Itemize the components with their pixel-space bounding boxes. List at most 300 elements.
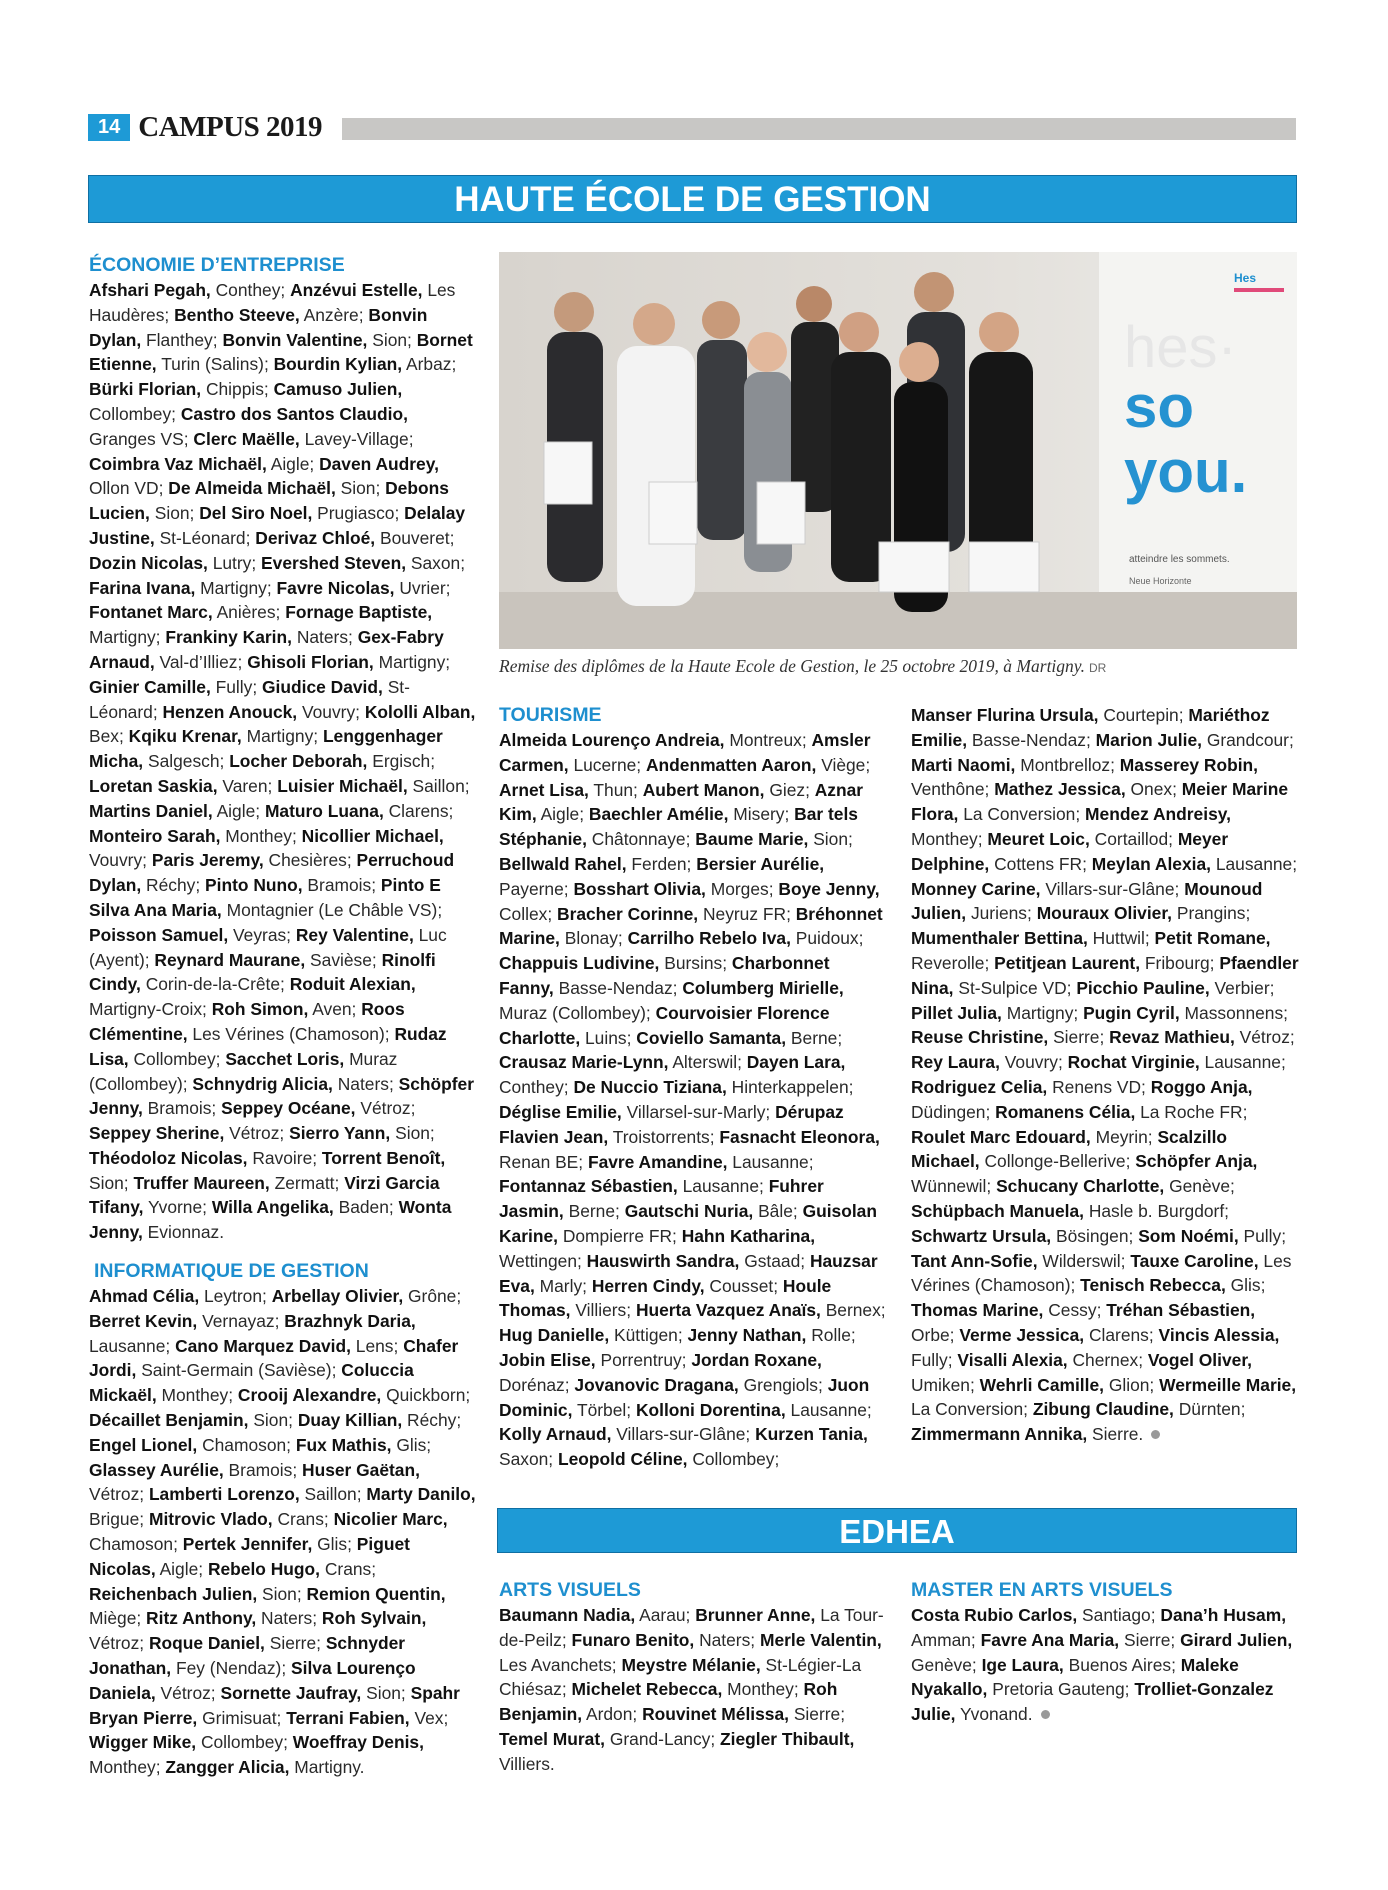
graduate-name: Petit Romane, xyxy=(1154,928,1271,949)
graduate-name: Fux Mathis, xyxy=(295,1434,392,1455)
graduate-name: Bonvin Valentine, xyxy=(222,329,368,350)
graduate-place: Luins; xyxy=(585,1027,632,1048)
graduate-name: Meyer Delphine, xyxy=(911,828,1229,874)
graduate-name: Reuse Christine, xyxy=(911,1027,1049,1048)
graduate-place: Collombey; xyxy=(200,1732,288,1753)
graduate-place: Clarens; xyxy=(1088,1324,1154,1345)
graduate-place: Santiago; xyxy=(1082,1605,1156,1625)
graduate-name: Théodoloz Nicolas, xyxy=(89,1147,248,1168)
graduate-place: Arbaz; xyxy=(406,354,457,375)
graduate-place: La Tour-de-Peilz; xyxy=(499,1605,884,1650)
graduate-name: Dérupaz Flavien Jean, xyxy=(499,1101,844,1147)
graduate-name: Henzen Anouck, xyxy=(162,701,298,722)
graduate-name: Wonta Jenny, xyxy=(89,1197,452,1243)
graduate-place: St-Léonard; xyxy=(159,527,251,548)
graduate-name: Guisolan Karine, xyxy=(499,1201,877,1246)
graduate-name: Schöpfer Anja, xyxy=(1135,1151,1258,1172)
graduate-place: Huttwil; xyxy=(1092,928,1150,949)
graduate-place: Les Vérines (Chamoson); xyxy=(911,1250,1292,1296)
graduate-name: Nicollier Michael, xyxy=(301,825,444,846)
graduate-name: Schnyder Jonathan, xyxy=(89,1633,406,1679)
graduate-place: Porrentruy; xyxy=(600,1349,687,1370)
graduate-place: Morges; xyxy=(710,878,774,899)
graduate-name: Pertek Jennifer, xyxy=(182,1534,313,1555)
graduate-name: Woeffray Denis, xyxy=(292,1732,424,1753)
graduate-place: Rolle; xyxy=(811,1325,856,1346)
graduate-name: Piguet Nicolas, xyxy=(89,1534,410,1579)
graduate-name: Tant Ann-Sofie, xyxy=(911,1250,1038,1271)
graduate-name: Meylan Alexia, xyxy=(1091,853,1211,874)
graduate-place: Collex; xyxy=(499,903,553,924)
graduate-name: Coluccia Mickaël, xyxy=(89,1360,414,1406)
graduate-place: Glion; xyxy=(1108,1374,1155,1395)
graduate-name: Tauxe Caroline, xyxy=(1130,1250,1259,1271)
graduate-place: Lutry; xyxy=(212,552,257,573)
graduate-name: Pillet Julia, xyxy=(911,1002,1002,1023)
graduate-place: Collombey; xyxy=(692,1449,780,1470)
graduate-place: Granges VS; xyxy=(89,428,189,449)
graduate-name: Bréhonnet Marine, xyxy=(499,903,883,949)
graduate-place: Crans; xyxy=(277,1509,329,1530)
heading-economie: ÉCONOMIE D’ENTREPRISE xyxy=(89,254,345,276)
graduate-place: Cortaillod; xyxy=(1094,828,1173,849)
graduate-place: Naters; xyxy=(699,1629,756,1650)
graduate-place: Onex; xyxy=(1130,779,1177,800)
graduate-name: Rudaz Lisa, xyxy=(89,1023,447,1069)
caption-text: Remise des diplômes de la Haute Ecole de Gestion, le 25 octobre 2019, à Martigny. xyxy=(499,656,1085,676)
graduate-name: Jovanovic Dragana, xyxy=(574,1374,739,1395)
graduate-name: Terrani Fabien, xyxy=(286,1707,410,1728)
graduate-name: Monteiro Sarah, xyxy=(89,825,221,846)
graduate-place: Fully; xyxy=(911,1349,953,1370)
graduate-place: Basse-Nendaz; xyxy=(971,729,1091,750)
graduate-name: Roduit Alexian, xyxy=(289,974,416,995)
graduate-name: Favre Ana Maria, xyxy=(980,1629,1120,1650)
heading-informatique: INFORMATIQUE DE GESTION xyxy=(94,1260,369,1283)
graduate-place: Miège; xyxy=(89,1608,142,1629)
graduate-place: Alterswil; xyxy=(672,1052,742,1073)
graduate-place: Giez; xyxy=(769,779,810,800)
graduate-name: Pugin Cyril, xyxy=(1083,1002,1180,1023)
graduate-name: Temel Murat, xyxy=(499,1728,605,1749)
graduate-place: Bex; xyxy=(89,726,124,747)
graduate-place: Ardon; xyxy=(585,1704,638,1725)
graduate-place: Ferden; xyxy=(631,853,692,874)
graduate-name: Bar tels Stéphanie, xyxy=(499,804,858,850)
graduate-name: Silva Lourenço Daniela, xyxy=(89,1658,416,1703)
graduate-place: Naters; xyxy=(261,1608,318,1629)
backdrop-slogan-1: hes· xyxy=(1124,315,1237,380)
graduate-name: Ahmad Célia, xyxy=(89,1286,200,1307)
graduate-place: Chesières; xyxy=(268,850,352,871)
graduate-name: Courvoisier Florence Charlotte, xyxy=(499,1002,830,1048)
graduate-name: Schüpbach Manuela, xyxy=(911,1200,1084,1221)
graduate-place: Saillon; xyxy=(412,775,470,796)
graduate-place: Yvonand. xyxy=(960,1704,1033,1725)
graduate-place: Grand-Lancy; xyxy=(609,1728,716,1749)
graduate-place: Monthey; xyxy=(911,828,983,849)
end-bullet xyxy=(1041,1710,1050,1719)
graduate-place: Thun; xyxy=(593,779,638,800)
graduate-name: Duay Killian, xyxy=(297,1410,403,1431)
graduate-name: De Nuccio Tiziana, xyxy=(573,1077,727,1098)
graduate-name: Roque Daniel, xyxy=(148,1633,265,1654)
graduate-name: Columberg Mirielle, xyxy=(682,977,844,998)
graduate-name: Revaz Mathieu, xyxy=(1109,1027,1235,1048)
graduate-place: Sierre; xyxy=(269,1633,321,1654)
graduate-name: Engel Lionel, xyxy=(89,1434,198,1455)
graduate-name: Zimmermann Annika, xyxy=(911,1424,1088,1445)
graduate-place: Leytron; xyxy=(204,1286,267,1307)
graduate-place: Flanthey; xyxy=(146,329,218,350)
graduate-place: Lausanne; xyxy=(732,1151,814,1172)
graduate-name: Michelet Rebecca, xyxy=(571,1679,723,1700)
graduate-place: Muraz (Collombey); xyxy=(89,1048,398,1094)
end-bullet xyxy=(1151,1430,1160,1439)
graduate-name: Rey Valentine, xyxy=(295,924,414,945)
graduate-name: Lamberti Lorenzo, xyxy=(148,1484,300,1505)
graduate-place: Renan BE; xyxy=(499,1151,584,1172)
graduate-name: Romanens Célia, xyxy=(995,1101,1136,1122)
graduate-name: Willa Angelika, xyxy=(211,1197,334,1218)
graduate-name: Baumann Nadia, xyxy=(499,1605,636,1625)
graduate-place: Glis; xyxy=(1230,1275,1266,1296)
graduate-place: Aarau; xyxy=(639,1605,691,1625)
graduate-name: Sornette Jaufray, xyxy=(220,1682,362,1703)
page-number: 14 xyxy=(88,114,130,141)
graduate-name: Funaro Benito, xyxy=(571,1629,695,1650)
graduate-place: Corin-de-la-Crête; xyxy=(145,974,285,995)
heading-tourisme: TOURISME xyxy=(499,704,602,726)
graduate-name: Fontannaz Sébastien, xyxy=(499,1176,678,1197)
graduate-place: Villiers. xyxy=(499,1753,555,1774)
graduate-place: Naters; xyxy=(337,1073,394,1094)
graduate-place: Lausanne; xyxy=(89,1335,171,1356)
graduate-place: Grandcour; xyxy=(1206,729,1294,750)
graduate-name: Carrilho Rebelo Iva, xyxy=(627,928,791,949)
graduate-name: Leopold Céline, xyxy=(558,1449,688,1470)
graduate-name: Hauzsar Eva, xyxy=(499,1250,878,1296)
graduate-name: Huerta Vazquez Anaïs, xyxy=(635,1300,821,1321)
column-tourisme-2 xyxy=(911,703,1299,1447)
section-banner-edhea: EDHEA xyxy=(497,1508,1297,1553)
graduate-place: Prangins; xyxy=(1176,903,1251,924)
graduate-place: Varen; xyxy=(222,775,273,796)
graduate-name: Mendez Andreisy, xyxy=(1085,804,1231,825)
graduate-place: Muraz (Collombey); xyxy=(499,1002,651,1023)
graduate-name: Jenny Nathan, xyxy=(687,1325,807,1346)
graduate-name: Virzi Garcia Tifany, xyxy=(89,1172,440,1218)
column-master xyxy=(911,1578,1299,1727)
graduate-place: Anières; xyxy=(216,602,281,623)
graduate-name: Meier Marine Flora, xyxy=(911,779,1289,825)
graduate-name: Bourdin Kylian, xyxy=(273,354,403,375)
graduate-place: Reverolle; xyxy=(911,952,990,973)
graduate-place: Saxon; xyxy=(499,1449,554,1470)
graduate-name: Amsler Carmen, xyxy=(499,730,871,775)
graduate-name: Ritz Anthony, xyxy=(146,1608,257,1629)
graduate-name: Roh Simon, xyxy=(211,999,309,1020)
graduate-name: Wehrli Camille, xyxy=(979,1374,1104,1395)
graduate-name: Arbellay Olivier, xyxy=(271,1286,404,1307)
graduate-place: Lens; xyxy=(355,1335,399,1356)
graduate-place: Châtonnaye; xyxy=(591,829,691,850)
graduate-name: Poisson Samuel, xyxy=(89,924,229,945)
graduate-place: Sion; xyxy=(262,1583,302,1604)
graduate-place: Fribourg; xyxy=(1144,952,1215,973)
graduate-place: Monthey; xyxy=(89,1757,161,1778)
graduate-name: Rochat Virginie, xyxy=(1067,1052,1200,1073)
graduate-place: Orbe; xyxy=(911,1324,955,1345)
graduate-name: Mounoud Julien, xyxy=(911,878,1263,924)
graduate-place: St-Léonard; xyxy=(89,676,410,722)
graduate-name: Coimbra Vaz Michaël, xyxy=(89,453,267,474)
folio xyxy=(88,111,323,143)
graduate-place: Villars-sur-Glâne; xyxy=(1045,878,1180,899)
graduate-name: Baechler Amélie, xyxy=(588,804,729,825)
graduate-name: Glassey Aurélie, xyxy=(89,1459,224,1480)
graduate-name: Rey Laura, xyxy=(911,1052,1000,1073)
graduate-name: Nicolier Marc, xyxy=(333,1509,448,1530)
graduate-name: Farina Ivana, xyxy=(89,577,196,598)
graduate-name: Thomas Marine, xyxy=(911,1300,1044,1321)
graduate-place: Uvrier; xyxy=(399,577,451,598)
graduate-place: Yvorne; xyxy=(147,1197,207,1218)
graduate-place: Baden; xyxy=(338,1197,394,1218)
graduate-name: De Almeida Michaël, xyxy=(168,478,336,499)
graduate-place: Hasle b. Burgdorf; xyxy=(1088,1200,1229,1221)
graduate-place: St-Légier-La Chiésaz; xyxy=(499,1654,862,1700)
graduate-name: Almeida Lourenço Andreia, xyxy=(499,730,725,750)
graduate-name: Gex-Fabry Arnaud, xyxy=(89,627,444,672)
graduate-name: Zibung Claudine, xyxy=(1032,1399,1174,1420)
graduate-name: Frankiny Karin, xyxy=(165,627,292,648)
graduate-name: Mitrovic Vlado, xyxy=(148,1509,273,1530)
graduate-name: Scalzillo Michael, xyxy=(911,1126,1228,1172)
graduate-place: Vétroz; xyxy=(1239,1027,1295,1048)
graduate-name: Jobin Elise, xyxy=(499,1349,596,1370)
graduate-place: Lausanne; xyxy=(682,1176,764,1197)
graduate-place: Bramois; xyxy=(147,1098,217,1119)
graduate-name: Kurzen Tania, xyxy=(755,1424,868,1445)
graduate-place: Glis; xyxy=(396,1434,432,1455)
graduate-place: Ergisch; xyxy=(372,751,436,772)
graduate-place: Fully; xyxy=(215,676,258,697)
graduate-name: Sacchet Loris, xyxy=(225,1048,345,1069)
column-arts xyxy=(499,1578,887,1777)
graduate-name: Bersier Aurélie, xyxy=(696,853,825,874)
graduate-place: Chippis; xyxy=(205,379,269,400)
graduate-name: Loretan Saskia, xyxy=(89,775,218,796)
graduate-place: Sierre; xyxy=(1123,1629,1176,1650)
graduate-name: Zangger Alicia, xyxy=(165,1757,290,1778)
graduate-place: Aigle; xyxy=(270,453,315,474)
graduate-name: Bürki Florian, xyxy=(89,379,202,400)
graduate-name: Picchio Pauline, xyxy=(1076,977,1210,998)
graduate-place: Vétroz; xyxy=(89,1633,145,1654)
graduate-name: Crausaz Marie-Lynn, xyxy=(499,1052,669,1073)
graduate-place: Anzère; xyxy=(303,304,364,325)
graduate-place: La Conversion; xyxy=(911,1399,1028,1420)
graduate-place: Sion; xyxy=(154,503,195,524)
graduate-place: La Roche FR; xyxy=(1140,1101,1248,1122)
graduate-place: Zermatt; xyxy=(274,1172,340,1193)
graduate-name: Fasnacht Eleonora, xyxy=(719,1126,880,1147)
backdrop-sub: Neue Horizonte xyxy=(1129,576,1192,586)
graduate-place: Conthey; xyxy=(499,1077,569,1098)
graduate-name: Déglise Emilie, xyxy=(499,1101,622,1122)
graduate-place: Savièse; xyxy=(310,949,377,970)
graduate-place: Cessy; xyxy=(1048,1300,1102,1321)
graduate-place: Cottens FR; xyxy=(994,853,1087,874)
graduate-name: Del Siro Noel, xyxy=(199,503,313,524)
graduate-name: Dayen Lara, xyxy=(746,1052,846,1073)
graduate-place: Berne; xyxy=(790,1027,843,1048)
graduate-name: Brazhnyk Daria, xyxy=(284,1310,416,1331)
graduate-name: Seppey Océane, xyxy=(221,1098,356,1119)
graduate-place: Aigle; xyxy=(540,804,585,825)
graduate-name: Jordan Roxane, xyxy=(691,1349,822,1370)
graduate-place: Naters; xyxy=(296,627,353,648)
graduate-name: Costa Rubio Carlos, xyxy=(911,1605,1078,1625)
graduate-name: Houle Thomas, xyxy=(499,1275,832,1321)
graduate-place: Chernex; xyxy=(1072,1349,1144,1370)
graduate-place: Saint-Germain (Savièse); xyxy=(141,1360,337,1381)
ceremony-photo xyxy=(499,252,1297,649)
graduate-name: Girard Julien, xyxy=(1180,1629,1293,1650)
graduate-place: Collonge-Bellerive; xyxy=(984,1151,1131,1172)
graduate-place: Crans; xyxy=(324,1558,377,1579)
graduate-name: Som Noémi, xyxy=(1138,1225,1239,1246)
graduate-name: Martins Daniel, xyxy=(89,800,213,821)
graduate-place: Vétroz; xyxy=(160,1682,216,1703)
graduate-place: St-Sulpice VD; xyxy=(958,977,1072,998)
graduate-name: Rodriguez Celia, xyxy=(911,1076,1048,1097)
graduate-place: Vétroz; xyxy=(229,1123,285,1144)
graduate-place: Amman; xyxy=(911,1629,976,1650)
graduate-place: Aven; xyxy=(312,999,357,1020)
graduate-name: Masserey Robin, xyxy=(1119,754,1259,775)
backdrop-tagline: atteindre les sommets. xyxy=(1129,554,1230,565)
backdrop-logo: Hes xyxy=(1234,271,1257,285)
column-tourisme-1 xyxy=(499,703,889,1472)
graduates-illustration xyxy=(499,252,1297,649)
graduate-place: Sion; xyxy=(89,1172,129,1193)
header-rule xyxy=(342,118,1296,140)
graduate-place: Küttigen; xyxy=(614,1325,683,1346)
graduate-place: Les Avanchets; xyxy=(499,1654,617,1675)
graduate-place: Genève; xyxy=(911,1654,977,1675)
graduate-name: Merle Valentin, xyxy=(759,1629,882,1650)
graduate-place: La Conversion; xyxy=(963,804,1081,825)
graduate-name: Andenmatten Aaron, xyxy=(645,754,817,775)
graduate-name: Boye Jenny, xyxy=(778,878,880,899)
graduate-name: Décaillet Benjamin, xyxy=(89,1410,249,1431)
graduate-name: Hug Danielle, xyxy=(499,1325,610,1346)
graduate-place: Sion; xyxy=(813,829,853,850)
graduate-name: Hauswirth Sandra, xyxy=(586,1250,740,1271)
graduate-name: Debons Lucien, xyxy=(89,478,449,524)
graduate-place: Sion; xyxy=(253,1410,293,1431)
graduate-place: Marly; xyxy=(539,1275,587,1296)
graduate-place: Aigle; xyxy=(159,1558,204,1579)
graduate-name: Ginier Camille, xyxy=(89,676,211,697)
graduate-name: Marion Julie, xyxy=(1095,729,1202,750)
graduate-place: Cousset; xyxy=(709,1275,779,1296)
publication-title: CAMPUS 2019 xyxy=(138,111,323,143)
graduate-place: Sion; xyxy=(366,1682,406,1703)
graduate-place: Lausanne; xyxy=(1204,1052,1286,1073)
graduate-name: Daven Audrey, xyxy=(319,453,439,474)
list-informatique xyxy=(89,1284,477,1780)
graduate-name: Wigger Mike, xyxy=(89,1732,197,1753)
graduate-name: Petitjean Laurent, xyxy=(994,952,1141,973)
graduate-name: Perruchoud Dylan, xyxy=(89,850,455,896)
graduate-place: Bouveret; xyxy=(379,527,455,548)
graduate-name: Favre Nicolas, xyxy=(276,577,395,598)
graduate-place: Massonnens; xyxy=(1184,1002,1288,1023)
graduate-place: Törbel; xyxy=(576,1399,632,1420)
graduate-place: Puidoux; xyxy=(795,928,864,949)
graduate-place: Réchy; xyxy=(146,875,201,896)
graduate-place: Montagnier (Le Châble VS); xyxy=(226,899,443,920)
graduate-name: Huser Gaëtan, xyxy=(302,1459,420,1480)
graduate-name: Evershed Steven, xyxy=(261,552,407,573)
graduate-name: Bornet Etienne, xyxy=(89,329,473,375)
graduate-name: Roulet Marc Edouard, xyxy=(911,1126,1091,1147)
graduate-place: Pully; xyxy=(1243,1225,1287,1246)
graduate-place: Turin (Salins); xyxy=(161,354,269,375)
graduate-place: Misery; xyxy=(733,804,790,825)
photo-caption xyxy=(499,656,1299,677)
graduate-place: Bâle; xyxy=(758,1201,798,1222)
graduate-name: Tréhan Sébastien, xyxy=(1106,1300,1256,1321)
graduate-name: Afshari Pegah, xyxy=(89,280,211,300)
graduate-name: Charbonnet Fanny, xyxy=(499,953,830,998)
graduate-name: Seppey Sherine, xyxy=(89,1123,225,1144)
graduate-name: Schöpfer Jenny, xyxy=(89,1073,474,1119)
graduate-name: Paris Jeremy, xyxy=(151,850,264,871)
heading-arts-visuels: ARTS VISUELS xyxy=(499,1579,641,1601)
graduate-name: Ziegler Thibault, xyxy=(720,1728,855,1749)
graduate-place: Les Vérines (Chamoson); xyxy=(192,1023,390,1044)
graduate-name: Anzévui Estelle, xyxy=(290,280,423,300)
graduate-place: Aigle; xyxy=(216,800,261,821)
graduate-name: Vogel Oliver, xyxy=(1147,1349,1252,1370)
graduate-name: Brunner Anne, xyxy=(695,1605,816,1625)
graduate-name: Marty Danilo, xyxy=(366,1484,476,1505)
list-arts-visuels xyxy=(499,1603,887,1777)
graduate-place: Düdingen; xyxy=(911,1101,991,1122)
graduate-place: Luc (Ayent); xyxy=(89,924,447,970)
graduate-place: Lausanne; xyxy=(790,1399,872,1420)
graduate-place: Sion; xyxy=(340,478,381,499)
graduate-name: Mouraux Olivier, xyxy=(1036,903,1172,924)
graduate-place: Glis; xyxy=(317,1534,352,1555)
graduate-place: Vouvry; xyxy=(301,701,360,722)
graduate-place: Villiers; xyxy=(575,1300,632,1321)
graduate-name: Dana’h Husam, xyxy=(1160,1605,1287,1625)
graduate-name: Manser Flurina Ursula, xyxy=(911,705,1099,725)
graduate-place: Monthey; xyxy=(161,1385,234,1406)
graduate-place: Bernex; xyxy=(825,1300,886,1321)
graduate-place: Lausanne; xyxy=(1215,853,1298,874)
graduate-name: Giudice David, xyxy=(262,676,383,697)
graduate-name: Schucany Charlotte, xyxy=(996,1176,1165,1197)
graduate-place: Courtepin; xyxy=(1103,705,1184,725)
graduate-name: Reichenbach Julien, xyxy=(89,1583,258,1604)
graduate-place: Collombey; xyxy=(133,1048,221,1069)
